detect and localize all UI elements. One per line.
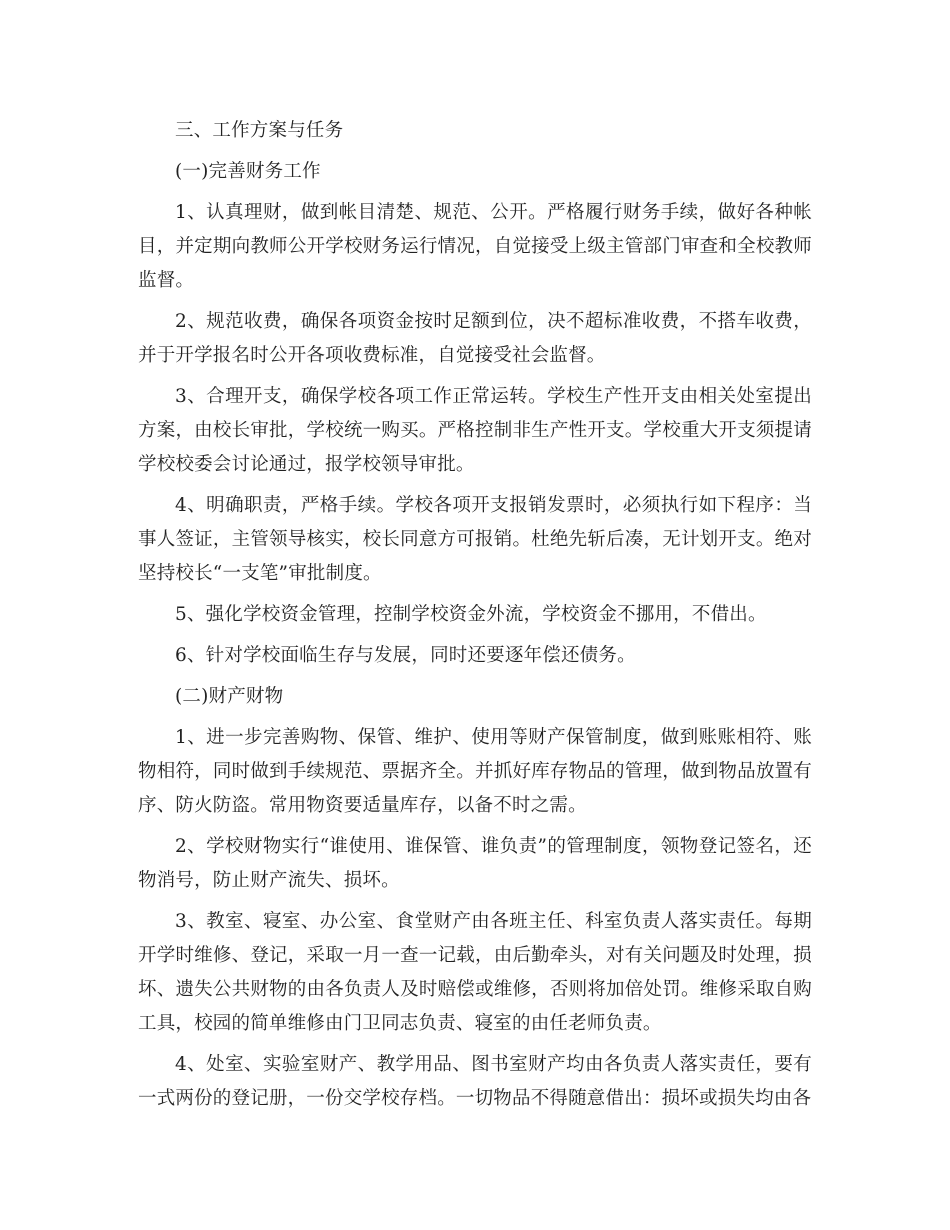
paragraph-property-3: 3、教室、寝室、办公室、食堂财产由各班主任、科室负责人落实责任。每期开学时维修、登记，采取一月一查一记载，由后勤牵头，对有关问题及时处理，损坏、遗失公共财物的由各负责人及时赔偿或维修，否则将加倍处罚。维修采取自购工具，校园的简单维修由门卫同志负责、寝室的由任老师负责。 <box>138 911 812 1034</box>
paragraph-property-1: 1、进一步完善购物、保管、维护、使用等财产保管制度，做到账账相符、账物相符，同时做到手续规范、票据齐全。并抓好库存物品的管理，做到物品放置有序、防火防盗。常用物资要适量库存，以备不时之需。 <box>138 727 812 816</box>
paragraph-finance-4: 4、明确职责，严格手续。学校各项开支报销发票时，必须执行如下程序：当事人签证，主管领导核实，校长同意方可报销。杜绝先斩后凑，无计划开支。绝对坚持校长“一支笔”审批制度。 <box>138 495 812 584</box>
paragraph-finance-3: 3、合理开支，确保学校各项工作正常运转。学校生产性开支由相关处室提出方案，由校长审批，学校统一购买。严格控制非生产性开支。学校重大开支须提请学校校委会讨论通过，报学校领导审批。 <box>138 386 812 475</box>
section-heading: 三、工作方案与任务 <box>175 120 344 141</box>
subsection-heading-property: (二)财产财物 <box>175 686 284 707</box>
paragraph-finance-6: 6、针对学校面临生存与发展，同时还要逐年偿还债务。 <box>175 645 636 666</box>
paragraph-finance-5: 5、强化学校资金管理，控制学校资金外流，学校资金不挪用，不借出。 <box>175 604 767 625</box>
subsection-heading-finance: (一)完善财务工作 <box>175 161 321 182</box>
document-body <box>138 114 812 1123</box>
paragraph-finance-2: 2、规范收费，确保各项资金按时足额到位，决不超标准收费，不搭车收费，并于开学报名时公开各项收费标准，自觉接受社会监督。 <box>138 311 812 366</box>
paragraph-property-4: 4、处室、实验室财产、教学用品、图书室财产均由各负责人落实责任，要有一式两份的登记册，一份交学校存档。一切物品不得随意借出：损坏或损失均由各 <box>138 1054 812 1109</box>
paragraph-property-2: 2、学校财物实行“谁使用、谁保管、谁负责”的管理制度，领物登记签名，还物消号，防止财产流失、损坏。 <box>138 836 812 891</box>
paragraph-finance-1: 1、认真理财，做到帐目清楚、规范、公开。严格履行财务手续，做好各种帐目，并定期向教师公开学校财务运行情况，自觉接受上级主管部门审查和全校教师监督。 <box>138 202 812 291</box>
